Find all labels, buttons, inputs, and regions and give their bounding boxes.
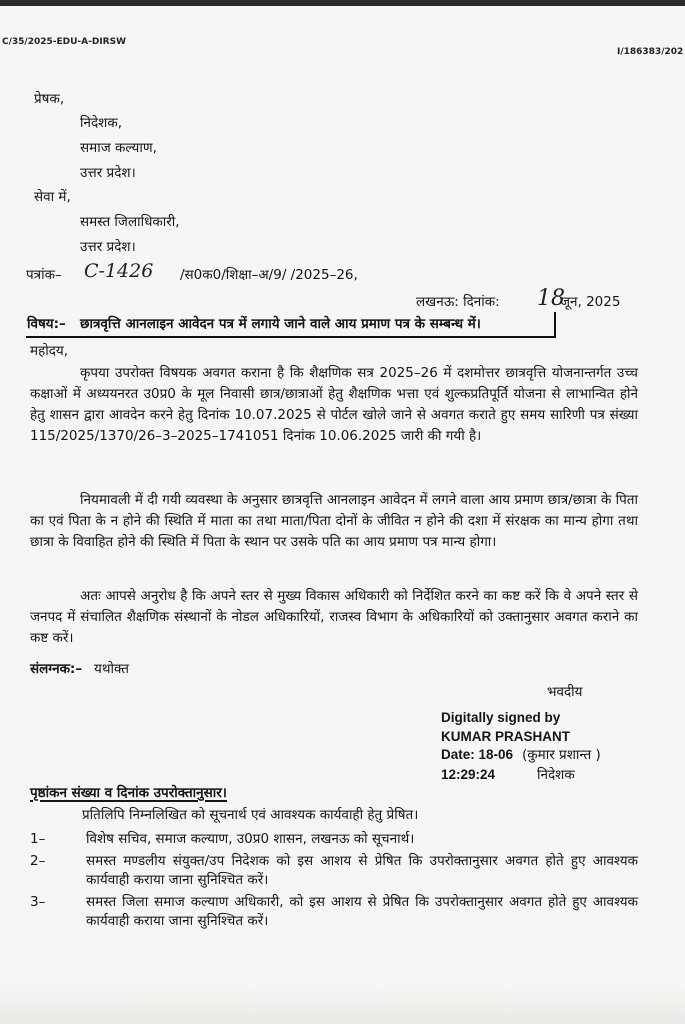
closing-word: भवदीय — [547, 684, 583, 700]
copy-item-2-number: 2– — [30, 853, 46, 869]
scan-edge — [0, 0, 685, 6]
copy-item-2-text: समस्त मण्डलीय संयुक्त/उप निदेशक को इस आशय से प्रेषित कि उपरोक्तानुसार अवगत होते हुए आवश्यक कार्यवाही कराया जाना सुनिश्चित करें। — [86, 853, 638, 888]
copy-item-3-number: 3– — [30, 894, 46, 910]
signature-time: 12:29:24 — [441, 767, 496, 782]
copy-item-3-text: समस्त जिला समाज कल्याण अधिकारी, को इस आशय से प्रेषित कि उपरोक्तानुसार अवगत होते हुए आवश्यक कार्यवाही कराया जाना सुनिश्चित करें। — [86, 894, 638, 929]
enclosure-label: संलग्नक:– — [30, 661, 83, 677]
scan-fade — [0, 984, 685, 1024]
paragraph-2: नियमावली में दी गयी व्यवस्था के अनुसार छात्रवृत्ति आनलाइन आवेदन में लगने वाला आय प्रमाण छात्र/छात्रा के पिता का एवं पिता के न होने की स्थिति में माता का तथा माता/पिता दोनों के जीवित न होने की दशा में संरक्षक का मान्य होगा तथा छात्रा के विवाहित होने की स्थिति में पिता के स्थान पर उसके पति का आय प्रमाण पत्र मान्य होगा। — [30, 492, 638, 550]
sender-label: प्रेषक, — [34, 91, 65, 107]
date-day-handwritten: 18 — [537, 286, 565, 311]
date-month-year: जून, 2025 — [560, 294, 621, 310]
copy-item-1-number: 1– — [30, 831, 46, 847]
subject-bracket — [554, 312, 556, 338]
letter-number-suffix: /स0क0/शिक्षा–अ/9/ /2025–26, — [180, 267, 358, 283]
recipient-line-1: समस्त जिलाधिकारी, — [80, 214, 180, 230]
letter-number-handwritten: C-1426 — [84, 260, 154, 282]
file-reference: C/35/2025-EDU-A-DIRSW — [2, 37, 127, 47]
signature-date: Date: 18-06 — [441, 747, 514, 762]
signature-line-1: Digitally signed by — [441, 710, 561, 725]
endorsement-intro: प्रतिलिपि निम्नलिखित को सूचनार्थ एवं आवश्यक कार्यवाही हेतु प्रेषित। — [82, 807, 419, 823]
recipient-label: सेवा में, — [34, 189, 71, 205]
signatory-name: (कुमार प्रशान्त ) — [522, 747, 601, 763]
copy-item-1-text: विशेष सचिव, समाज कल्याण, उ0प्र0 शासन, लखनऊ को सूचनार्थ। — [86, 831, 415, 847]
subject-text: छात्रवृत्ति आनलाइन आवेदन पत्र में लगाये जाने वाले आय प्रमाण पत्र के सम्बन्ध में। — [80, 316, 481, 332]
date-label: लखनऊ: दिनांक: — [416, 294, 500, 310]
endorsement-heading: पृष्ठांकन संख्या व दिनांक उपरोक्तानुसार। — [30, 785, 227, 801]
file-number: I/186383/202 — [617, 47, 684, 57]
enclosure-value: यथोक्त — [94, 661, 129, 677]
sender-line-2: समाज कल्याण, — [80, 140, 157, 156]
sender-line-1: निदेशक, — [80, 115, 122, 131]
signature-line-2: KUMAR PRASHANT — [441, 729, 570, 744]
paragraph-1: कृपया उपरोक्त विषयक अवगत कराना है कि शैक्षणिक सत्र 2025–26 में दशमोत्तर छात्रवृत्ति योजनान्तर्गत उच्च कक्षाओं में अध्ययनरत उ0प्र0 के मूल निवासी छात्र/छात्राओं हेतु शैक्षणिक भत्ता एवं शुल्कप्रतिपूर्ति योजना से लाभान्वित होने हेतु शासन द्वारा आवदेन करने हेतु दिनांक 10.07.2025 से पोर्टल खोले जाने से अवगत कराते हुए समय सारिणी पत्र संख्या 115/2025/1370/26–3–2025–1741051 दिनांक 10.06.2025 जारी की गयी है। — [30, 365, 638, 444]
paragraph-3: अतः आपसे अनुरोध है कि अपने स्तर से मुख्य विकास अधिकारी को निर्देशित करने का कष्ट करें कि वे अपने स्तर से जनपद में संचालित शैक्षणिक संस्थानों के नोडल अधिकारियों, राजस्व विभाग के अधिकारियों को उक्तानुसार अवगत कराने का कष्ट करें। — [30, 588, 638, 646]
salutation: महोदय, — [30, 343, 69, 359]
recipient-line-2: उत्तर प्रदेश। — [80, 239, 136, 255]
signatory-designation: निदेशक — [537, 767, 575, 783]
letter-number-label: पत्रांक– — [26, 267, 62, 283]
subject-label: विषय:– — [27, 316, 66, 332]
sender-line-3: उत्तर प्रदेश। — [80, 165, 136, 181]
